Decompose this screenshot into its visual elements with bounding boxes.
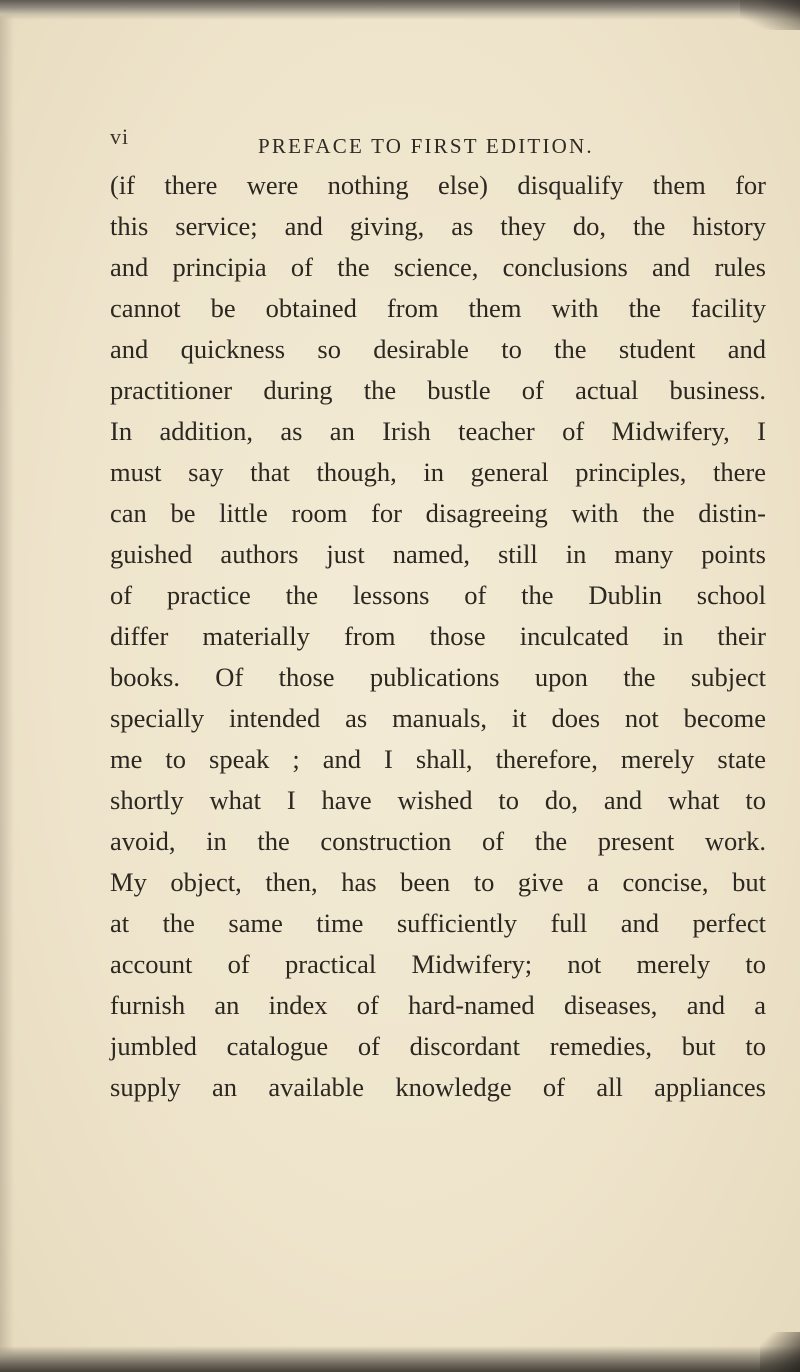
text-line: account of practical Midwifery; not merely to — [110, 949, 766, 979]
page-edge-top-shadow — [0, 0, 800, 20]
text-line: this service; and giving, as they do, the history — [110, 211, 766, 241]
page-edge-left-shadow — [0, 0, 14, 1372]
text-line: must say that though, in general principles, there — [110, 457, 766, 487]
text-line: at the same time sufficiently full and perfect — [110, 908, 766, 938]
text-line: can be little room for disagreeing with the distin- — [110, 498, 766, 528]
text-line: differ materially from those inculcated in their — [110, 621, 766, 651]
page-corner-bottom-right — [760, 1332, 800, 1372]
page-header-title: PREFACE TO FIRST EDITION. — [258, 134, 594, 158]
body-text — [110, 165, 800, 1108]
text-line: In addition, as an Irish teacher of Midwifery, I — [110, 416, 766, 446]
text-line: guished authors just named, still in many points — [110, 539, 766, 569]
text-line: (if there were nothing else) disqualify them for — [110, 170, 766, 200]
text-line: cannot be obtained from them with the facility — [110, 293, 766, 323]
text-line: supply an available knowledge of all appliances — [110, 1072, 766, 1102]
text-line: of practice the lessons of the Dublin school — [110, 580, 766, 610]
text-line: specially intended as manuals, it does not become — [110, 703, 766, 733]
text-line: and principia of the science, conclusions and rules — [110, 252, 766, 282]
text-line: books. Of those publications upon the subject — [110, 662, 766, 692]
text-line: My object, then, has been to give a concise, but — [110, 867, 766, 897]
running-head — [0, 122, 800, 162]
page-edge-bottom-shadow — [0, 1346, 800, 1372]
page-number: vi — [110, 124, 130, 149]
text-line: avoid, in the construction of the present work. — [110, 826, 766, 856]
text-line: shortly what I have wished to do, and what to — [110, 785, 766, 815]
text-line: furnish an index of hard-named diseases, and a — [110, 990, 766, 1020]
text-line: jumbled catalogue of discordant remedies, but to — [110, 1031, 766, 1061]
text-line: practitioner during the bustle of actual business. — [110, 375, 766, 405]
text-line: me to speak ; and I shall, therefore, merely state — [110, 744, 766, 774]
text-line: and quickness so desirable to the student and — [110, 334, 766, 364]
page-corner-top-right — [740, 0, 800, 30]
